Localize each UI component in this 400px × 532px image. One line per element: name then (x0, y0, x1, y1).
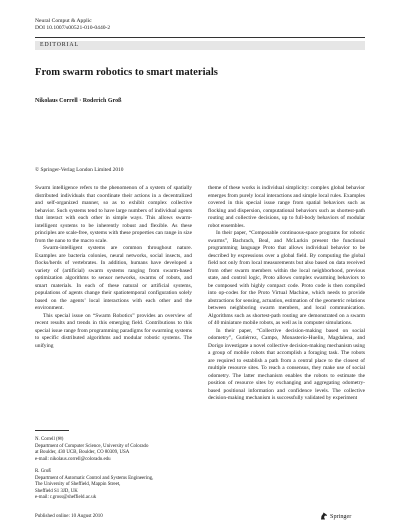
published-date: Published online: 10 August 2010 (35, 514, 103, 519)
affiliation-correll (35, 437, 195, 463)
section-bar (35, 41, 365, 50)
body-column-right (208, 185, 365, 403)
paragraph: Swarm-intelligent systems are common throughout nature. Examples are bacteria colonies, neural networks, social insects, and flocks/herds of vertebrates. In addition, humans have developed a variety of (artificial) swarm systems ranging from swarm-based optimization algorithms to sensor networks, swarms of robots, and smart materials. In each of these natural or artificial systems, populations of agents change their spatiotemporal configuration solely based on the agents’ local interactions with each other and the environment. (35, 245, 192, 311)
affiliation-line: Sheffield S1 3JD, UK (35, 488, 78, 494)
publisher-logo (320, 512, 351, 520)
section-label: EDITORIAL (40, 42, 79, 48)
body-column-left (35, 185, 192, 350)
affiliation-email[interactable]: e-mail: r.gross@sheffield.ac.uk (35, 495, 97, 501)
doi: DOI 10.1007/s00521-010-0440-2 (35, 25, 111, 31)
paragraph: In their paper, “Composable continuous-space programs for robotic swarms”, Bachrach, Beal, and McLurkin present the functional programming language Proto that allows individual behavior to be described by expressions over a global field. By computing the global field not only from local measurements but also based on data received from other swarm members within the local neighborhood, previous state, and control logic, Proto allows complex swarming behaviors to be composed with highly compact code. Proto code is then compiled into op-codes for the Proto Virtual Machine, which needs to provide abstractions for sensing, actuation, estimation of the geometric relations between neighboring swarm members, and local communication. Algorithms such as shortest-path routing are demonstrated on a swarm of 40 miniature mobile robots, as well as in computer simulations. (208, 230, 365, 326)
affiliation-line: Department of Automatic Control and Systems Engineering, (35, 475, 154, 481)
footnote-rule (35, 430, 69, 431)
publisher-name: Springer (330, 512, 352, 520)
paragraph: Swarm intelligence refers to the phenomenon of a system of spatially distributed individuals that coordinate their actions in a decentralized and self-organized manner, so as to exhibit complex collective behavior. Such systems tend to have large numbers of individual agents that interact with each other in simple ways. This allows swarm-intelligent systems to be inherently robust and flexible. As these principles are scale-free, systems with these properties can range in size from the nano to the macro scale. (35, 185, 192, 244)
affiliation-gross (35, 469, 195, 502)
paragraph: theme of these works is individual simplicity: complex global behavior emerges from purely local interactions and simple local rules. Examples covered in this special issue range from spatial behaviors such as flocking and dispersion, computational behaviors such as shortest-path routing and collective decisions, up to full-body behaviors of modular robot ensembles. (208, 185, 365, 229)
copyright: © Springer-Verlag London Limited 2010 (35, 167, 124, 173)
paragraph: In their paper, “Collective decision-making based on social odometry”, Gutiérrez, Campo, Monasterio-Huelin, Magdalena, and Dorigo investigate a novel collective decision-making mechanism using a group of mobile robots that accomplish a foraging task. The robots are required to establish a path from a central place to the closest of multiple resource sites. To reach a consensus, they make use of social odometry. The latter mechanism enables the robots to estimate the position of resource sites by exchanging and aggregating odometry-based positional information and confidence levels. The collective decision-making mechanism is successfully validated by experiment (208, 327, 365, 401)
journal-name: Neural Comput & Applic (35, 18, 92, 24)
header-rule (35, 37, 365, 38)
affiliation-email[interactable]: e-mail: nikolaus.correll@colorado.edu (35, 456, 111, 462)
paragraph: This special issue on “Swarm Robotics” provides an overview of recent results and trends in this emerging field. Contributions to this special issue range from programming paradigms for swarming systems to specific distributed algorithms and modular robotic systems. The unifying (35, 312, 192, 349)
article-title: From swarm robotics to smart materials (35, 67, 218, 78)
knight-icon (320, 512, 328, 520)
authors: Nikolaus Correll · Roderich Groß (35, 98, 122, 104)
affiliation-line: The University of Sheffield, Mappin Street, (35, 482, 121, 488)
affiliation-name: R. Groß (35, 469, 51, 474)
affiliation-name: N. Correll (✉) (35, 437, 64, 442)
affiliation-line: Department of Computer Science, University of Colorado (35, 443, 149, 449)
affiliation-line: at Boulder, 430 UCB, Boulder, CO 80309, USA (35, 450, 130, 456)
